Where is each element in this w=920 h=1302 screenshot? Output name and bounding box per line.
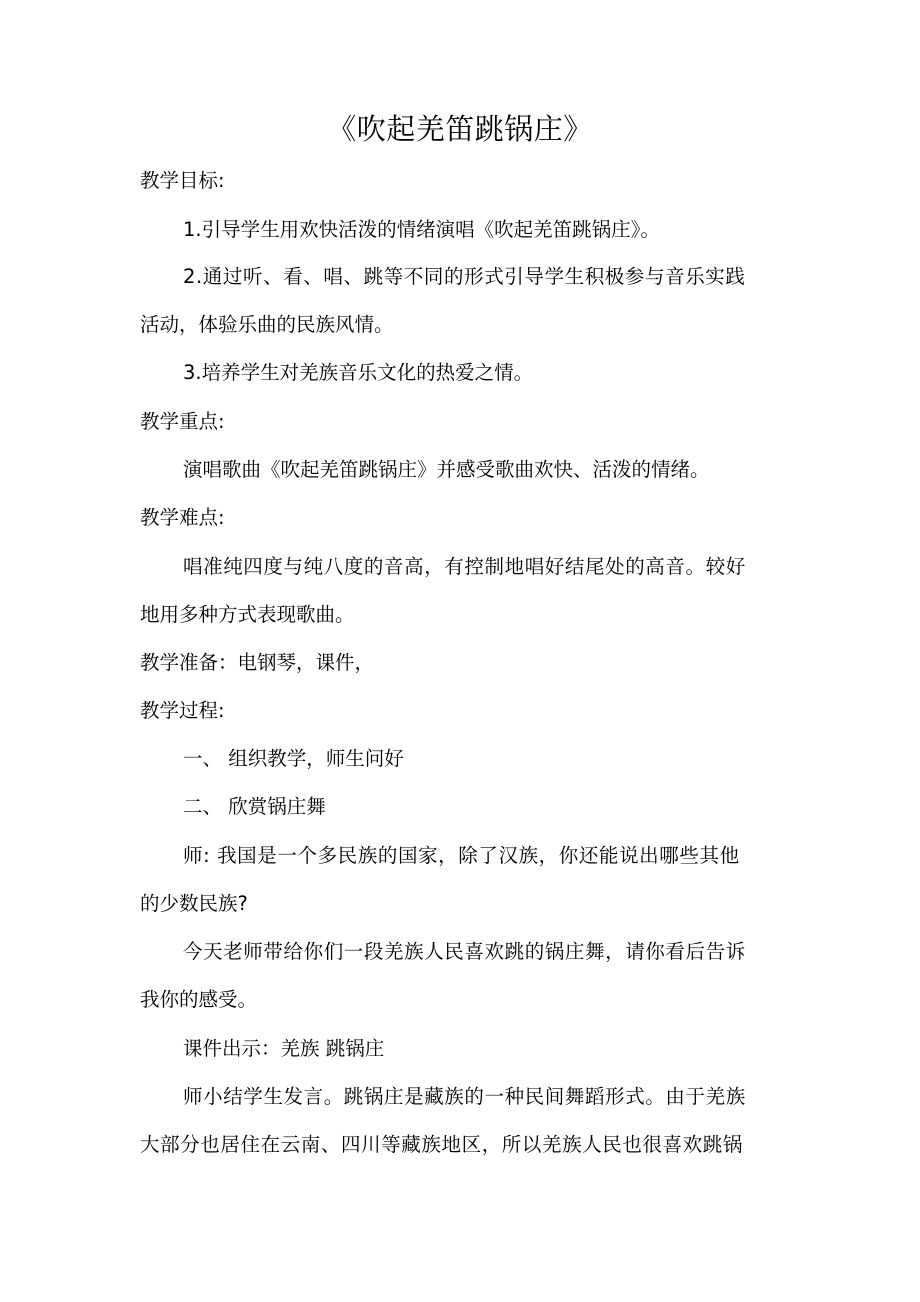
paragraph-line: 我你的感受。 [140, 988, 258, 1011]
list-item: 一、 组织教学，师生问好 [183, 747, 404, 770]
paragraph-line: 师小结学生发言。跳锅庄是藏族的一种民间舞蹈形式。由于羌族 [183, 1085, 746, 1108]
document-title: 《吹起羌笛跳锅庄》 [327, 112, 593, 146]
section-heading-objectives: 教学目标: [140, 169, 225, 192]
paragraph-line: 1.引导学生用欢快活泼的情绪演唱《吹起羌笛跳锅庄》。 [183, 218, 660, 241]
list-item: 二、 欣赏锅庄舞 [183, 795, 326, 818]
paragraph-line: 的少数民族? [140, 892, 248, 915]
paragraph-line: 师: 我国是一个多民族的国家，除了汉族，你还能说出哪些其他 [183, 844, 740, 867]
paragraph-line: 课件出示：羌族 跳锅庄 [183, 1037, 385, 1060]
section-heading-difficulties: 教学难点: [140, 506, 225, 529]
paragraph-line: 2.通过听、看、唱、跳等不同的形式引导学生积极参与音乐实践 [183, 265, 746, 288]
paragraph-line: 活动，体验乐曲的民族风情。 [140, 313, 394, 336]
paragraph-line: 大部分也居住在云南、四川等藏族地区，所以羌族人民也很喜欢跳锅 [140, 1133, 744, 1156]
paragraph-line: 地用多种方式表现歌曲。 [140, 603, 355, 626]
paragraph-line: 演唱歌曲《吹起羌笛跳锅庄》并感受歌曲欢快、活泼的情绪。 [183, 458, 710, 481]
paragraph-line: 3.培养学生对羌族音乐文化的热爱之情。 [183, 361, 534, 384]
section-heading-key-points: 教学重点: [140, 410, 225, 433]
paragraph-line: 今天老师带给你们一段羌族人民喜欢跳的锅庄舞，请你看后告诉 [183, 940, 746, 963]
paragraph-line: 唱准纯四度与纯八度的音高，有控制地唱好结尾处的高音。较好 [183, 555, 746, 578]
section-heading-preparation: 教学准备：电钢琴，课件， [140, 651, 375, 674]
section-heading-process: 教学过程: [140, 699, 225, 722]
